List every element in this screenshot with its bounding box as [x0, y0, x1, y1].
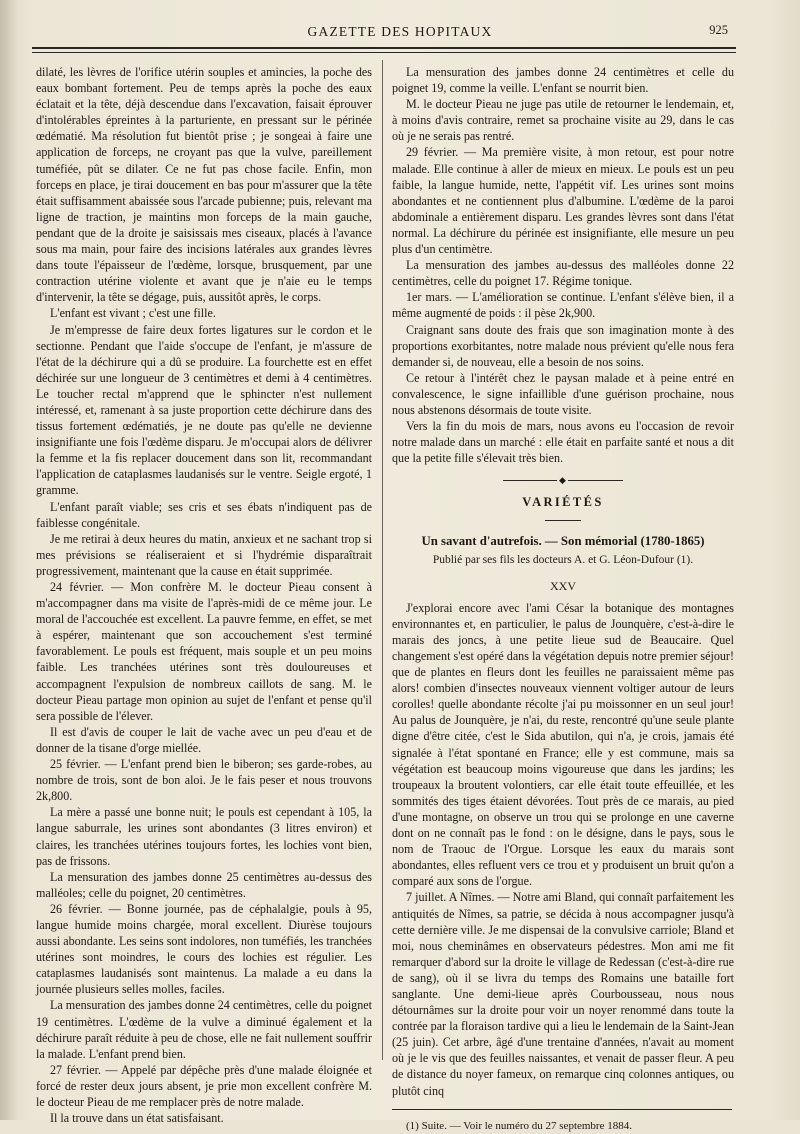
article-byline: Publié par ses fils les docteurs A. et G. Léon-Dufour (1).	[432, 553, 694, 566]
paragraph: 27 février. — Appelé par dépêche près d'une malade éloignée et forcé de rester deux jours absent, je prie mon excellent confrère M. le docteur Pieau de me remplacer près de notre malade.	[36, 1062, 372, 1109]
paragraph: Je me retirai à deux heures du matin, anxieux et ne sachant trop si mes prévisions se réaliseraient et si l'hydrémie disparaîtrait progressivement, maintenant que la cause en était supprimée.	[36, 531, 372, 578]
paragraph: 29 février. — Ma première visite, à mon retour, est pour notre malade. Elle continue à aller de mieux en mieux. Le pouls est un peu faible, la langue humide, nette, l'appétit vif. Les urines sont moins abondantes et ne contiennent plus d'albumine. L'œdème de la paroi abdominale a entièrement disparu. Les grandes lèvres sont dans l'état normal. La déchirure du périnée est insignifiante, elle mesure un peu plus d'un centimètre.	[392, 145, 734, 257]
paragraph: La mensuration des jambes donne 24 centimètres et celle du poignet 19, comme la veille. L'enfant se nourrit bien.	[392, 65, 734, 96]
chapter-numeral: XXV	[550, 578, 576, 593]
article-title: Un savant d'autrefois. — Son mémorial (1780-1865)	[421, 534, 705, 549]
masthead-title: GAZETTE DES HOPITAUX	[307, 24, 493, 39]
paragraph: Il la trouve dans un état satisfaisant.	[50, 1111, 224, 1126]
paragraph: dilaté, les lèvres de l'orifice utérin souples et amincies, la poche des eaux bombant fortement. Peu de temps après la poche des eaux éclatait et la tête, déjà descendue dans l'excavation, faisait éprouver d'intolérables épreintes à la parturiente, en pressant sur le périnée œdématié. Ma résolution fut bientôt prise ; je songeai à faire une application de forceps, ne croyant pas que la vulve, pareillement tuméfiée, pût se dilater. Ce ne fut pas chose facile. Enfin, mon forceps en place, je tirai doucement en bas pour m'assurer que la tête était suffisamment abaissée sous l'arcade pubienne; puis, relevant ma ligne de traction, je maintins mon forceps de la main gauche, pendant que de la droite je saisissais mes ciseaux, placés à l'avance sous ma main, pour faire des incisions latérales aux grandes lèvres dans toute l'épaisseur de l'œdème, lorsque, brusquement, par une contraction utérine violente et avant que je n'aie eu le temps d'intervenir, la tête se dégage, puis, aussitôt après, le corps.	[36, 65, 372, 305]
header-rule	[32, 47, 736, 49]
section-rule	[545, 520, 581, 521]
paragraph: L'enfant est vivant ; c'est une fille.	[50, 306, 216, 321]
footnote-rule	[392, 1109, 732, 1110]
page-number: 925	[709, 23, 728, 37]
paragraph: 26 février. — Bonne journée, pas de céphalalgie, pouls à 95, langue humide moins chargée, moral excellent. Diurèse toujours aussi abondante. Les seins sont indolores, non tuméfiés, les tranchées utérines sont moindres, le cours des lochies est régulier. Les cataplasmes laudanisés sont maintenus. La malade a eu dans la journée plusieurs selles molles, faciles.	[36, 901, 372, 997]
paragraph: Il est d'avis de couper le lait de vache avec un peu d'eau et de donner de la tisane d'orge miellée.	[36, 724, 372, 755]
paragraph: L'enfant paraît viable; ses cris et ses ébats n'indiquent pas de faiblesse congénitale.	[36, 499, 372, 530]
paragraph: La mensuration des jambes au-dessus des malléoles donne 22 centimètres, celle du poignet 17. Régime tonique.	[392, 258, 734, 289]
paragraph: 1er mars. — L'amélioration se continue. L'enfant s'élève bien, il a même augmenté de poids : il pèse 2k,900.	[392, 290, 734, 321]
paragraph: 24 février. — Mon confrère M. le docteur Pieau consent à m'accompagner dans ma visite de l'après-midi de ce même jour. Le moral de l'accouchée est excellent. La pauvre femme, en effet, se met à espérer, maintenant que son accouchement s'est terminé favorablement. Le pouls est fréquent, mais souple et un peu moins faible. Les tranchées utérines sont très douloureuses et accompagnent l'expulsion de nombreux caillots de sang. M. le docteur Pieau partage mon opinion au sujet de l'enfant et pense qu'il sera possible de l'élever.	[36, 580, 372, 723]
paragraph: La mensuration des jambes donne 25 centimètres au-dessus des malléoles; celle du poignet, 20 centimètres.	[36, 869, 372, 900]
paragraph: La mensuration des jambes donne 24 centimètres, celle du poignet 19 centimètres. L'œdème de la vulve a diminué également et la déchirure paraît réduite à peu de chose, elle ne fait nullement souffrir la malade. L'enfant prend bien.	[36, 998, 372, 1061]
paragraph: 25 février. — L'enfant prend bien le biberon; ses garde-robes, au nombre de trois, sont de bon aloi. Je le fais peser et nous trouvons 2k,800.	[36, 757, 372, 804]
paragraph: Vers la fin du mois de mars, nous avons eu l'occasion de revoir notre malade dans un marché : elle était en parfaite santé et nous a dit que la petite fille s'élevait très bien.	[392, 419, 734, 466]
ornamental-separator	[503, 478, 623, 484]
paragraph: 7 juillet. A Nîmes. — Notre ami Bland, qui connaît parfaitement les antiquités de Nîmes, sa patrie, se décida à nous accompagner jusqu'à cette dernière ville. Je me dispensai de la convulsive carriole; Bland et moi, nous cheminâmes en observateurs pédestres. Mon ami me fit remarquer d'abord sur la droite le village de Redessan (c'est-à-dire rue de sang), où il se livra du temps des Romains une bataille fort sanglante. Une demi-lieue après Courbousseau, nous nous détournâmes sur la droite pour voir un noyer renommé dans toute la contrée par la floraison tardive qui a lieu le lendemain de la Saint-Jean (25 juin). Cet arbre, âgé d'une trentaine d'années, n'avait au moment où je le vis que des feuilles naissantes, et venait de passer fleur. A peu de distance du noyer fameux, on remarque cinq colonnes antiques, ou plutôt cinq	[392, 890, 734, 1098]
paragraph: La mère a passé une bonne nuit; le pouls est cependant à 105, la langue saburrale, les urines sont abondantes (3 litres environ) et claires, les tranchées utérines toujours fortes, les lochies vont bien, pas de frissons.	[36, 805, 372, 868]
header-rule-thin	[32, 52, 736, 53]
page-crease-shadow	[0, 0, 18, 1120]
right-column	[392, 64, 734, 1134]
section-heading: VARIÉTÉS	[522, 495, 604, 510]
paragraph: J'explorai encore avec l'ami César la botanique des montagnes environnantes et, en particulier, le palus de Jounquère, c'est-à-dire le marais des joncs, à une petite lieue sud de Beaucaire. Quel changement s'est opéré dans la végétation depuis notre premier séjour! que de plantes en fleurs dont les feuilles ne paraissaient même pas alors! combien d'insectes nouveaux viennent voltiger autour de leurs corolles! quelle abondante récolte j'ai pu moissonner en un seul jour! Au palus de Jounquère, je n'ai, du reste, rencontré qu'une seule plante digne d'être citée, c'est le Sida abutilon, qui n'a, je crois, jamais été signalée à l'état spontané en France; elle y est commune, mais sa végétation est beaucoup moins vigoureuse que dans les jardins; les troupeaux la broutent volontiers, car elle était toute effeuillée, et les sommités des tiges étaient dévorées. Tout près de ce marais, au pied d'une montagne, on observe un trou qui se prolonge en une caverne dont on ne connaît pas le fond : on le désigne, dans le pays, sous le nom de Traouc de l'Orgue. Lorsque les eaux du marais sont abondantes, elles refluent vers ce trou et y produisent un bruit qu'on a comparé aux sons de l'orgue.	[392, 600, 734, 889]
footnote: (1) Suite. — Voir le numéro du 27 septembre 1884.	[406, 1119, 632, 1132]
left-column	[36, 64, 372, 1126]
paragraph: Je m'empresse de faire deux fortes ligatures sur le cordon et le sectionne. Pendant que l'aide s'occupe de l'enfant, je m'assure de l'état de la déchirure qui a dû se produire. La fourchette est en effet déchirée sur une longueur de 3 centimètres et demi à 4 centimètres. Le toucher rectal m'apprend que le sphincter n'est nullement intéressé, et, ramenant à sa juste proportion cette déchirure dans des tissus fortement œdématiés, je ne doute pas qu'elle ne devienne insignifiante une fois l'œdème disparu. Je m'occupai alors de délivrer la femme et la fis replacer doucement dans son lit, recommandant l'application de cataplasmes laudanisés sur le ventre. Seigle ergoté, 1 gramme.	[36, 322, 372, 498]
paragraph: Ce retour à l'intérêt chez le paysan malade et à peine entré en convalescence, le signe infaillible d'une guérison prochaine, nous nous abstenons désormais de toute visite.	[392, 370, 734, 417]
column-divider	[382, 60, 383, 1060]
paragraph: M. le docteur Pieau ne juge pas utile de retourner le lendemain, et, à moins d'avis contraire, remet sa prochaine visite au 29, dans le cas où je ne serais pas rentré.	[392, 97, 734, 144]
paragraph: Craignant sans doute des frais que son imagination monte à des proportions exorbitantes, notre malade nous prévient qu'elle nous fera demander si, de nouveau, elle a besoin de nos soins.	[392, 322, 734, 369]
